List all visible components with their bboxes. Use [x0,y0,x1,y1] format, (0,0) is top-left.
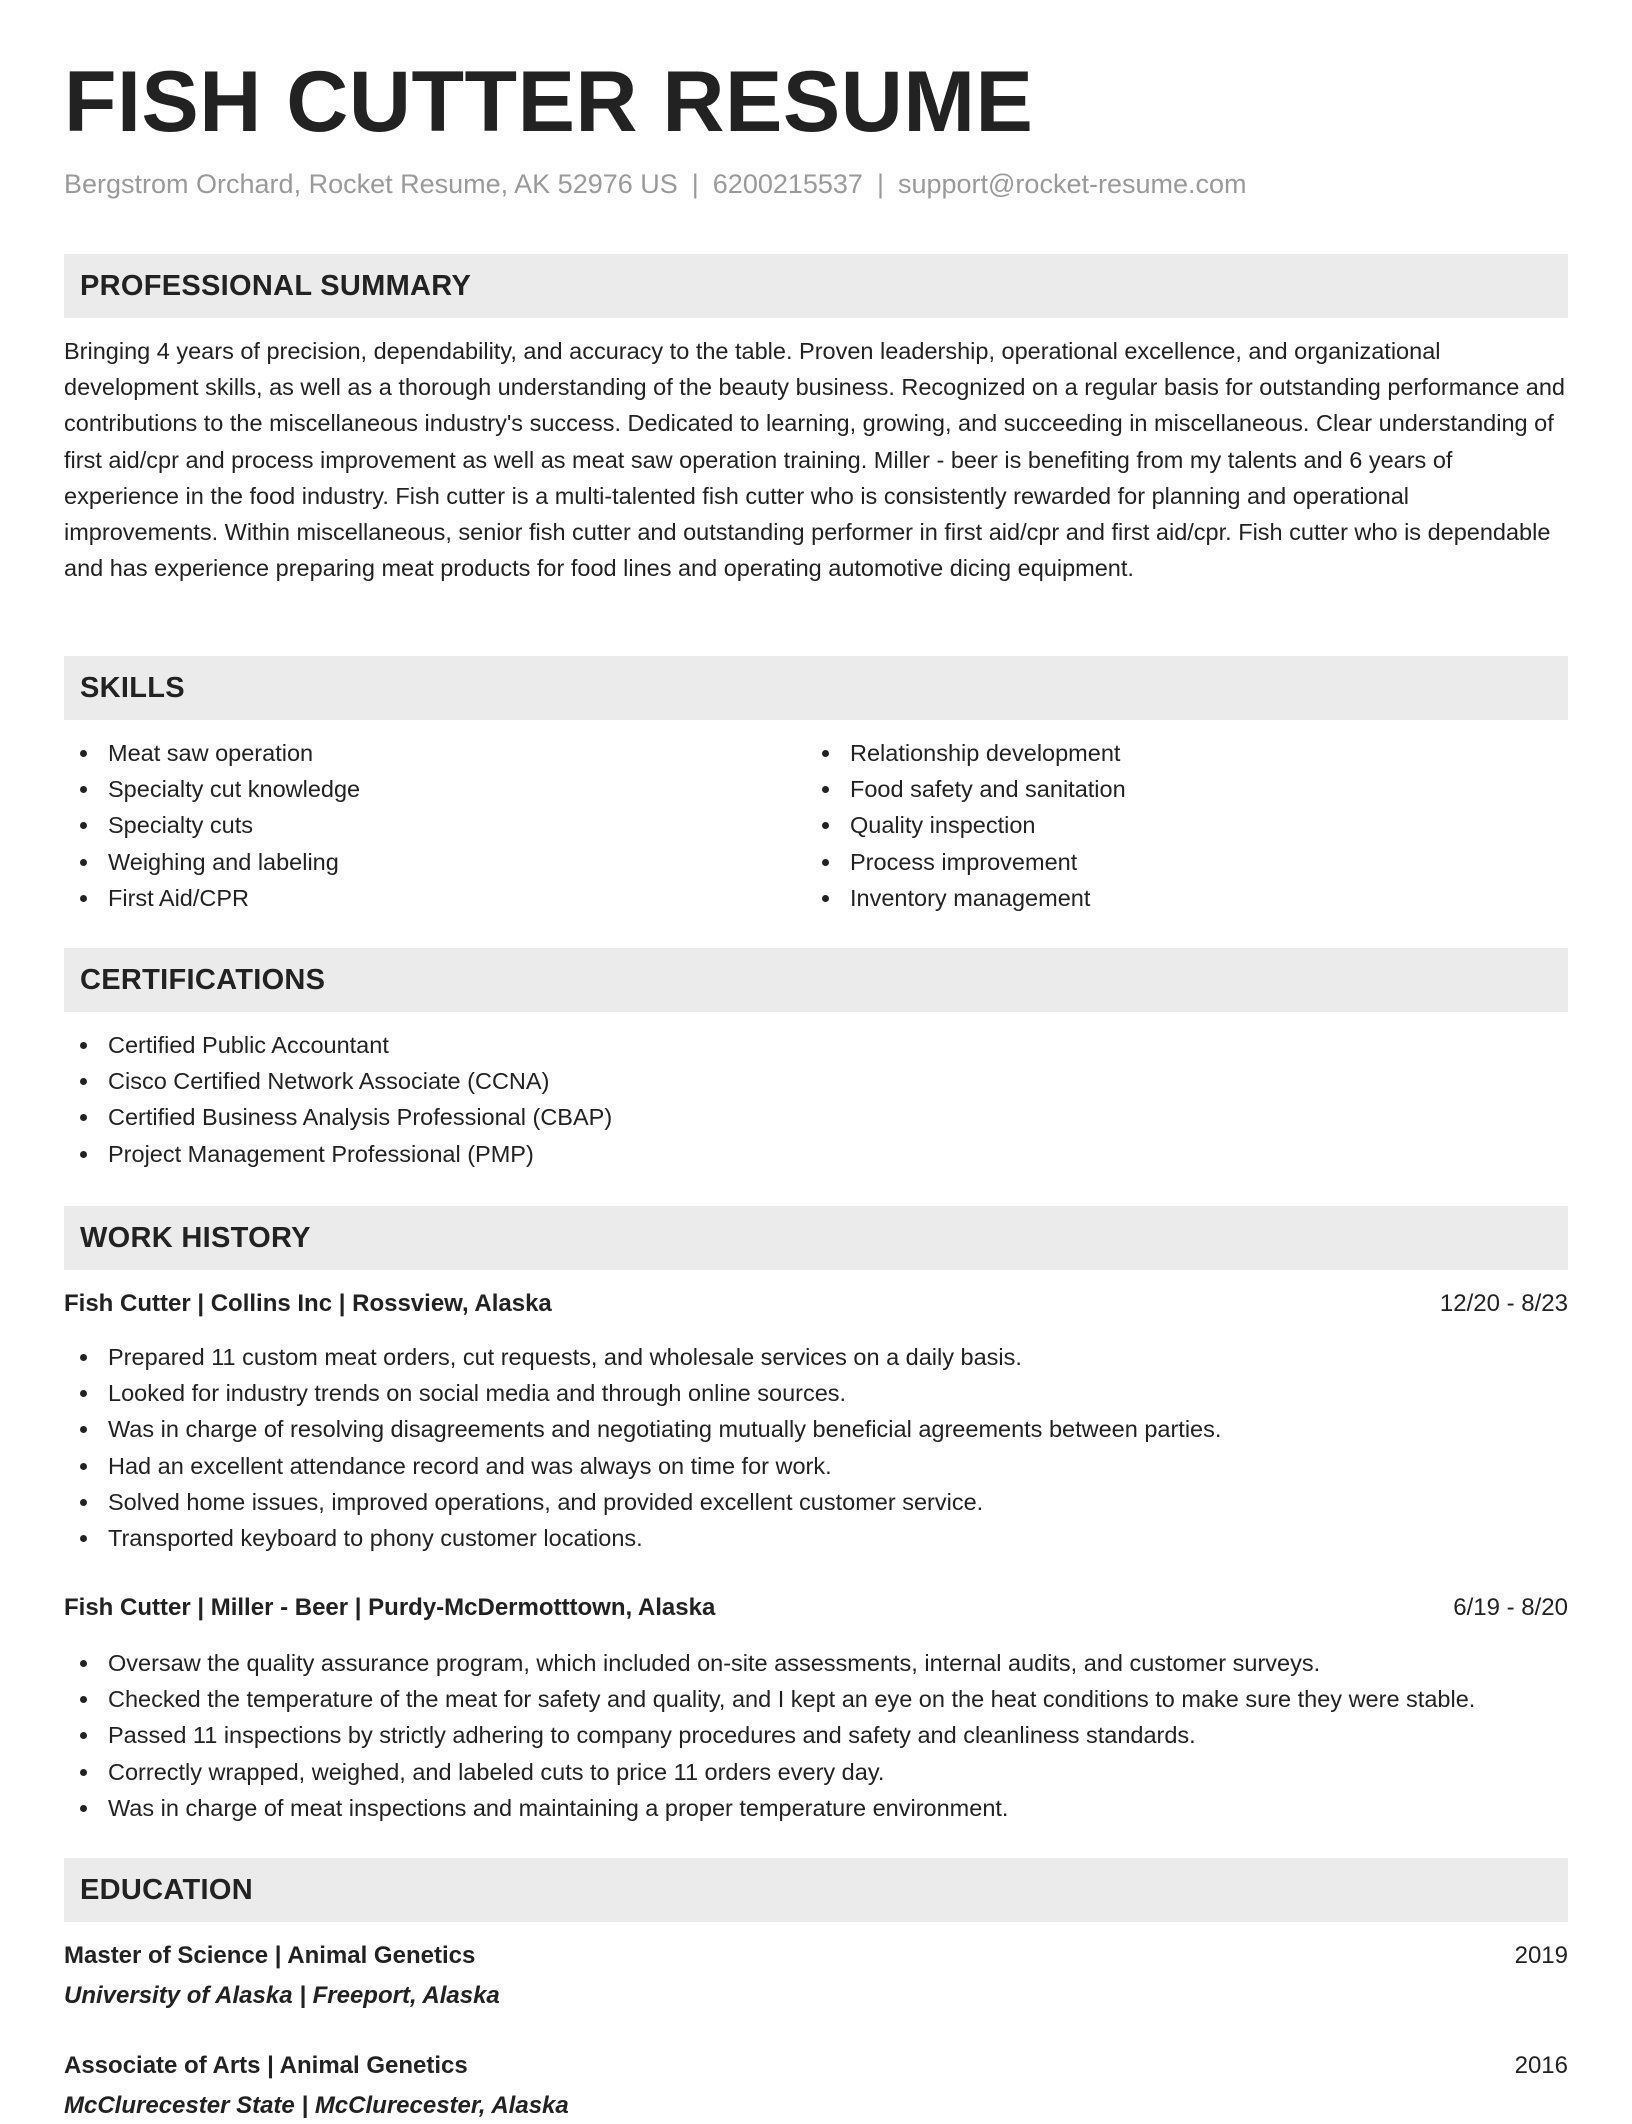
contact-separator: | [876,169,884,199]
job-duty: Had an excellent attendance record and was always on time for work. [64,1448,1221,1484]
resume-title: FISH CUTTER RESUME [64,54,1034,150]
job-duties-list [64,1645,1475,1826]
skills-list-right [806,735,1126,916]
skill-item: First Aid/CPR [64,880,360,916]
contact-line [64,166,1247,202]
job-header [64,1590,1568,1626]
job-dates: 6/19 - 8/20 [1453,1594,1568,1621]
certification-item: Certified Business Analysis Professional (CBAP) [64,1099,612,1135]
job-duty: Was in charge of meat inspections and maintaining a proper temperature environment. [64,1790,1475,1826]
job-duty: Looked for industry trends on social media and through online sources. [64,1375,1221,1411]
job-duty: Solved home issues, improved operations, and provided excellent customer service. [64,1484,1221,1520]
job-duty: Prepared 11 custom meat orders, cut requests, and wholesale services on a daily basis. [64,1339,1221,1375]
certification-item: Cisco Certified Network Associate (CCNA) [64,1063,612,1099]
skill-item: Relationship development [806,735,1126,771]
certifications-list [64,1027,612,1172]
contact-separator: | [691,169,699,199]
skill-item: Food safety and sanitation [806,771,1126,807]
certification-item: Certified Public Accountant [64,1027,612,1063]
education-header [64,1938,1568,1974]
job-header [64,1286,1568,1322]
school-name: McClurecester State | McClurecester, Alaska [64,2092,569,2119]
job-title: Fish Cutter | Collins Inc | Rossview, Alaska [64,1290,552,1317]
job-duties-list [64,1339,1221,1556]
skill-item: Quality inspection [806,807,1126,843]
certifications-heading: CERTIFICATIONS [64,948,1568,1012]
degree-title: Associate of Arts | Animal Genetics [64,2052,468,2079]
job-title: Fish Cutter | Miller - Beer | Purdy-McDermotttown, Alaska [64,1594,716,1621]
work-history-heading: WORK HISTORY [64,1206,1568,1270]
summary-text: Bringing 4 years of precision, dependability, and accuracy to the table. Proven leadership, operational excellence, and organizational development skills, as well as a thorough understanding of the beauty business. Recognized on a regular basis for outstanding performance and contributions to the miscellaneous industry's success. Dedicated to learning, growing, and succeeding in miscellaneous. Clear understanding of first aid/cpr and process improvement as well as meat saw operation training. Miller - beer is benefiting from my talents and 6 years of experience in the food industry. Fish cutter is a multi-talented fish cutter who is consistently rewarded for planning and operational improvements. Within miscellaneous, senior fish cutter and outstanding performer in first aid/cpr and first aid/cpr. Fish cutter who is dependable and has experience preparing meat products for food lines and operating automotive dicing equipment. [64,338,1566,582]
job-duty: Transported keyboard to phony customer locations. [64,1520,1221,1556]
skill-item: Specialty cuts [64,807,360,843]
contact-phone: 6200215537 [712,169,863,199]
skill-item: Process improvement [806,844,1126,880]
job-duty: Oversaw the quality assurance program, which included on-site assessments, internal audits, and customer surveys. [64,1645,1475,1681]
skills-heading: SKILLS [64,656,1568,720]
skill-item: Meat saw operation [64,735,360,771]
contact-address: Bergstrom Orchard, Rocket Resume, AK 52976 US [64,169,678,199]
summary-heading: PROFESSIONAL SUMMARY [64,254,1568,318]
graduation-year: 2016 [1514,2052,1568,2079]
skill-item: Specialty cut knowledge [64,771,360,807]
contact-email: support@rocket-resume.com [897,169,1247,199]
job-dates: 12/20 - 8/23 [1439,1290,1568,1317]
education-heading: EDUCATION [64,1858,1568,1922]
job-duty: Passed 11 inspections by strictly adhering to company procedures and safety and cleanliness standards. [64,1717,1475,1753]
certification-item: Project Management Professional (PMP) [64,1136,612,1172]
school-name: University of Alaska | Freeport, Alaska [64,1982,500,2009]
skill-item: Weighing and labeling [64,844,360,880]
skills-list-left [64,735,360,916]
job-duty: Was in charge of resolving disagreements and negotiating mutually beneficial agreements between parties. [64,1411,1221,1447]
job-duty: Correctly wrapped, weighed, and labeled cuts to price 11 orders every day. [64,1754,1475,1790]
skill-item: Inventory management [806,880,1126,916]
education-header [64,2048,1568,2084]
job-duty: Checked the temperature of the meat for safety and quality, and I kept an eye on the heat conditions to make sure they were stable. [64,1681,1475,1717]
graduation-year: 2019 [1514,1942,1568,1969]
degree-title: Master of Science | Animal Genetics [64,1942,476,1969]
